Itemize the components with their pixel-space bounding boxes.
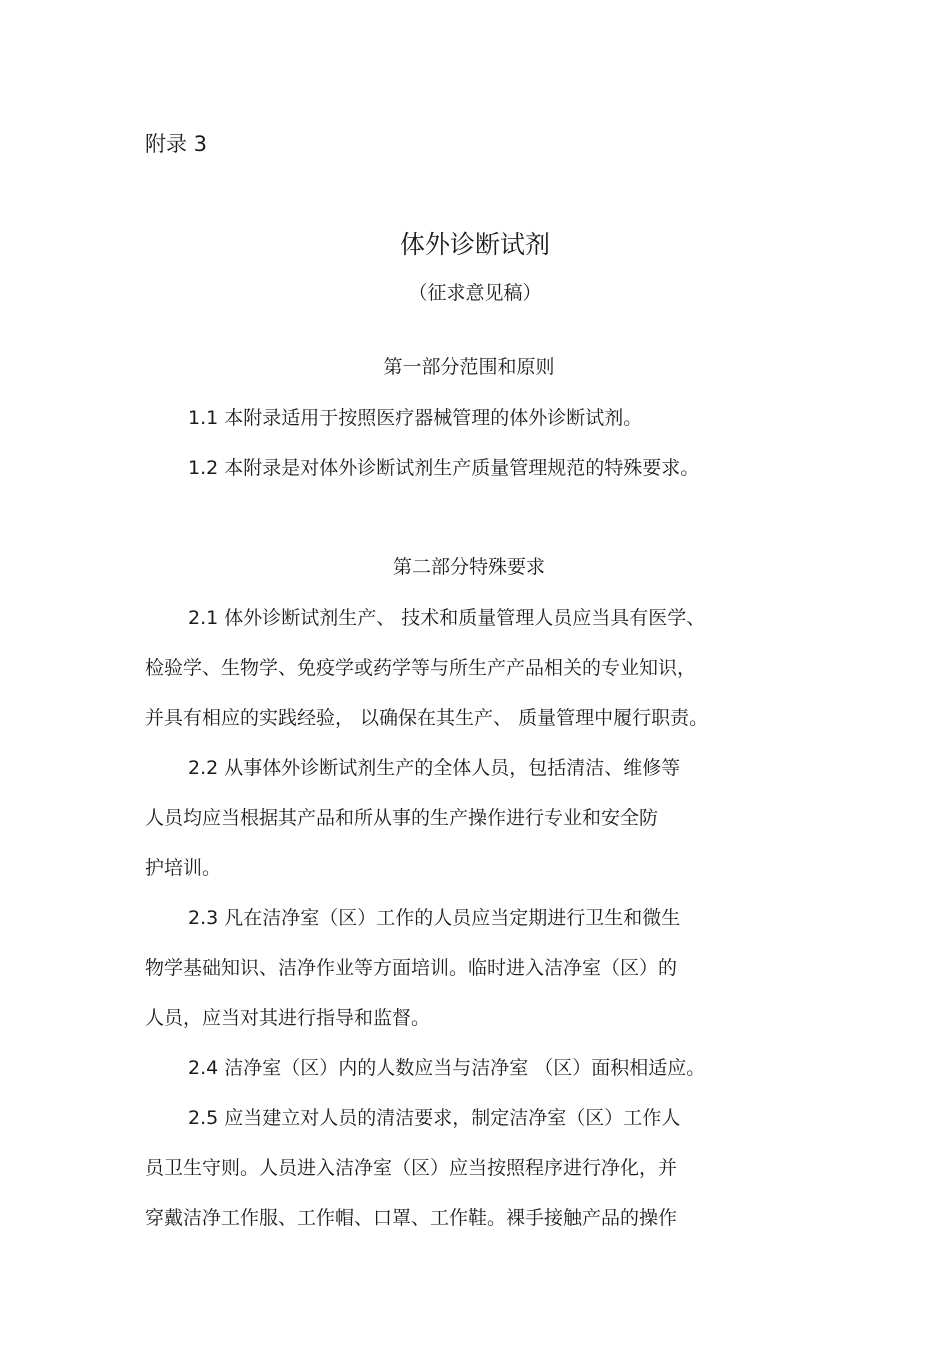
- clause-2-2-line-3: 护培训。: [145, 857, 222, 879]
- part2-heading: 第二部分特殊要求: [392, 556, 545, 578]
- document-title: 体外诊断试剂: [399, 230, 550, 259]
- part1-heading: 第一部分范围和原则: [383, 356, 555, 378]
- clause-2-1-line-3: 并具有相应的实践经验， 以确保在其生产、 质量管理中履行职责。: [145, 707, 709, 729]
- clause-2-1-line-2: 检验学、生物学、免疫学或药学等与所生产产品相关的专业知识，: [145, 657, 697, 679]
- clause-2-3-line-2: 物学基础知识、洁净作业等方面培训。临时进入洁净室（区）的: [145, 957, 678, 979]
- document-subtitle: （征求意见稿）: [408, 282, 542, 304]
- clause-2-1-line-1: 2.1 体外诊断试剂生产、 技术和质量管理人员应当具有医学、: [188, 607, 706, 629]
- clause-2-2-line-1: 2.2 从事体外诊断试剂生产的全体人员，包括清洁、维修等: [188, 757, 681, 779]
- clause-2-2-line-2: 人员均应当根据其产品和所从事的生产操作进行专业和安全防: [145, 807, 659, 829]
- clause-1-2: 1.2 本附录是对体外诊断试剂生产质量管理规范的特殊要求。: [188, 457, 700, 479]
- clause-2-5-line-3: 穿戴洁净工作服、工作帽、口罩、工作鞋。裸手接触产品的操作: [145, 1207, 678, 1229]
- clause-1-1: 1.1 本附录适用于按照医疗器械管理的体外诊断试剂。: [188, 407, 643, 429]
- clause-2-5-line-2: 员卫生守则。人员进入洁净室（区）应当按照程序进行净化，并: [145, 1157, 678, 1179]
- clause-2-3-line-1: 2.3 凡在洁净室（区）工作的人员应当定期进行卫生和微生: [188, 907, 681, 929]
- clause-2-5-line-1: 2.5 应当建立对人员的清洁要求，制定洁净室（区）工作人: [188, 1107, 681, 1129]
- appendix-label: 附录 3: [145, 132, 208, 156]
- clause-2-3-line-3: 人员，应当对其进行指导和监督。: [145, 1007, 431, 1029]
- clause-2-4: 2.4 洁净室（区）内的人数应当与洁净室 （区）面积相适应。: [188, 1057, 706, 1079]
